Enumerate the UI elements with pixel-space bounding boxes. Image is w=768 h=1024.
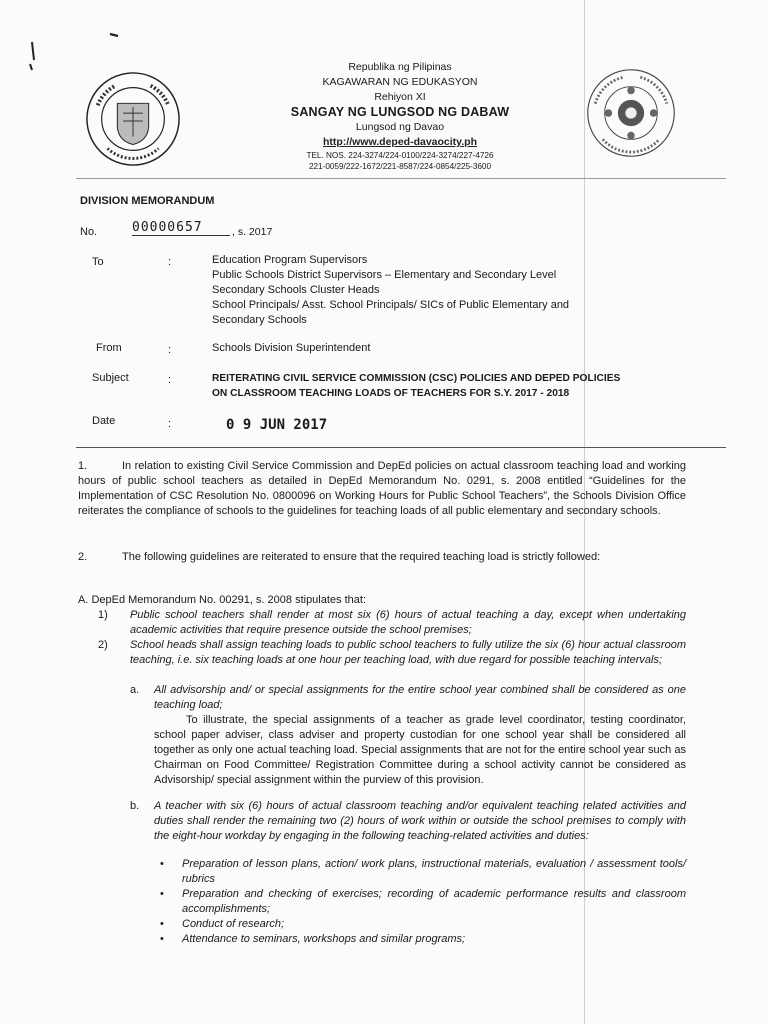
paragraph-1-text: In relation to existing Civil Service Commission and DepEd policies on actual classroom teaching load and working hours of public school teachers as detailed in DepEd Memorandum No. 0291, s. 2008 entitled “Guidelines for the Implementation of CSC Resolution No. 0800096 on Working Hours for Public School Teachers”, the Schools Division Office reiterates the compliance of schools to the guidelines for teaching loads of all public elementary and secondary schools. — [78, 460, 686, 517]
header-tel-1: TEL. NOS. 224-3274/224-0100/224-3274/227-4726 — [306, 151, 494, 160]
bullet-item: Preparation and checking of exercises; recording of academic performance results and classroom accomplishments; — [182, 888, 686, 915]
paragraph-2 — [78, 550, 686, 565]
item-2-text: School heads shall assign teaching loads to public school teachers to fully utilize the six (6) hour actual classroom teaching, i.e. six teaching loads at one hour per teaching load, with due regard for possible teaching intervals; — [130, 639, 686, 666]
to-colon: : — [168, 256, 172, 268]
to-recipients — [212, 253, 702, 328]
item-1-text: Public school teachers shall render at most six (6) hours of actual teaching a day, except when undertaking academic activities that require presence outside the school premises; — [130, 609, 686, 636]
to-line: Secondary Schools Cluster Heads — [212, 284, 380, 296]
bullet-icon: • — [160, 933, 164, 945]
sub-item-a-illustration: To illustrate, the special assignments of a teacher as grade level coordinator, testing coordinator, school paper adviser, class adviser and property custodian for one school year shall be considered all together as only one actual teaching load. Special assignments that are not for the entire school year such as Chairman on Food Committee/ Registration Committee during a school activity cannot be considered as Advisorship/ special assignment within the purview of this provision. — [154, 714, 686, 786]
sub-item-a-letter: a. — [130, 684, 140, 696]
fields-divider — [76, 447, 726, 448]
subject-colon: : — [168, 374, 172, 386]
header-url-link[interactable]: http://www.deped-davaocity.ph — [322, 136, 477, 148]
to-line: School Principals/ Asst. School Principals/ SICs of Public Elementary and — [212, 299, 570, 311]
bullet-icon: • — [160, 888, 164, 900]
header-division: SANGAY NG LUNGSOD NG DABAW — [290, 105, 510, 119]
section-a-heading: A. DepEd Memorandum No. 00291, s. 2008 stipulates that: — [78, 594, 366, 606]
paragraph-2-number: 2. — [78, 551, 88, 563]
header-tel-2: 221-0059/222-1672/221-8587/224-0854/225-3600 — [308, 162, 492, 171]
from-colon: : — [168, 344, 172, 356]
bullet-item: Preparation of lesson plans, action/ work plans, instructional materials, evaluation / assessment tools/ rubrics — [182, 858, 686, 885]
memo-title: DIVISION MEMORANDUM — [80, 195, 215, 207]
header-divider — [76, 178, 726, 179]
item-2-number: 2) — [98, 639, 108, 651]
bullet-item: Attendance to seminars, workshops and similar programs; — [182, 933, 466, 945]
to-line: Secondary Schools — [212, 314, 307, 326]
subject-line: ON CLASSROOM TEACHING LOADS OF TEACHERS FOR S.Y. 2017 - 2018 — [212, 388, 570, 399]
header-city: Lungsod ng Davao — [355, 121, 445, 133]
paragraph-2-text: The following guidelines are reiterated to ensure that the required teaching load is strictly followed: — [122, 551, 601, 563]
date-label: Date — [92, 415, 116, 427]
paragraph-1-number: 1. — [78, 460, 88, 472]
deped-seal-logo — [84, 70, 182, 168]
division-davao-seal-logo — [584, 66, 678, 160]
date-colon: : — [168, 418, 172, 430]
sub-item-a-text: All advisorship and/ or special assignments for the entire school year combined shall be considered as one teaching load; — [154, 684, 686, 711]
bullet-icon: • — [160, 858, 164, 870]
memo-year: , s. 2017 — [232, 226, 273, 238]
to-line: Public Schools District Supervisors – Elementary and Secondary Level — [212, 269, 557, 281]
to-label: To — [92, 256, 104, 268]
header-republic: Republika ng Pilipinas — [348, 61, 452, 73]
from-value: Schools Division Superintendent — [212, 342, 371, 354]
memo-number-label: No. — [80, 226, 98, 238]
to-line: Education Program Supervisors — [212, 254, 368, 266]
from-label: From — [96, 342, 122, 354]
paragraph-1 — [78, 459, 686, 519]
subject-line: REITERATING CIVIL SERVICE COMMISSION (CSC) POLICIES AND DEPED POLICIES — [212, 373, 621, 384]
subject-label: Subject — [92, 372, 129, 384]
memo-number: 00000657 — [132, 220, 230, 236]
sub-item-b-letter: b. — [130, 800, 140, 812]
header-region: Rehiyon XI — [374, 91, 426, 103]
sub-item-b-text: A teacher with six (6) hours of actual classroom teaching and/or equivalent teaching related activities and duties shall render the remaining two (2) hours of work within or outside the school premises to comply with the eight-hour workday by engaging in the following teaching-related activities and duties: — [154, 800, 686, 842]
subject-value — [212, 371, 702, 401]
date-stamp: 0 9 JUN 2017 — [226, 417, 328, 433]
letterhead — [240, 60, 560, 172]
bullet-item: Conduct of research; — [182, 918, 285, 930]
bullet-icon: • — [160, 918, 164, 930]
item-1-number: 1) — [98, 609, 108, 621]
header-department: KAGAWARAN NG EDUKASYON — [322, 76, 478, 88]
